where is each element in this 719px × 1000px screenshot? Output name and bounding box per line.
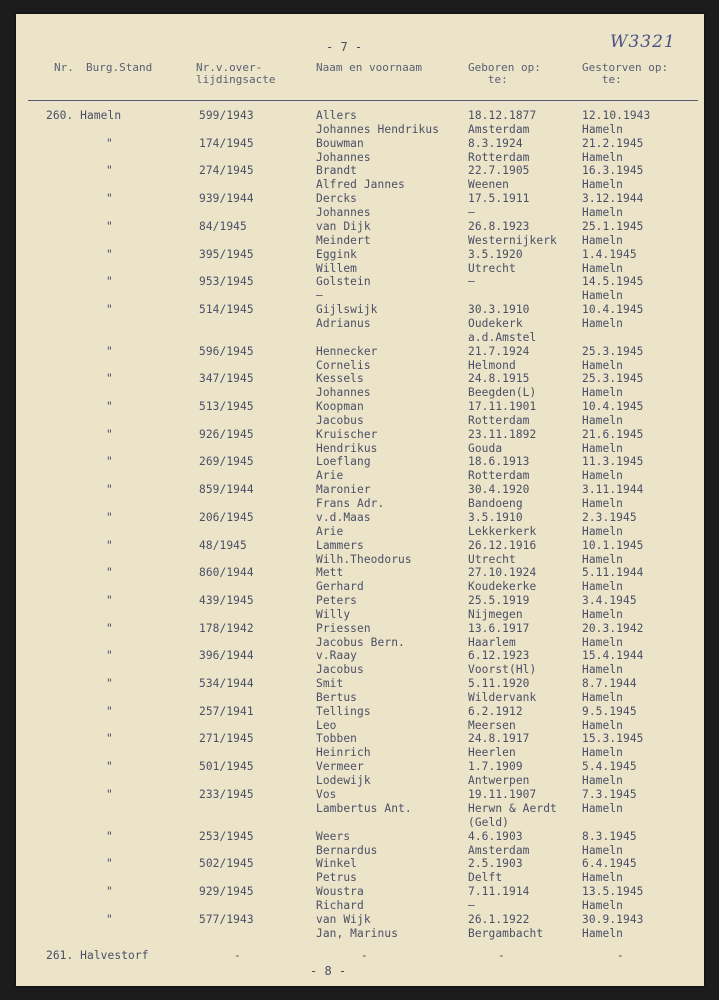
birth-place: Amsterdam <box>468 123 530 136</box>
surname: Vermeer <box>316 760 364 774</box>
given-names: Petrus <box>316 871 358 885</box>
birth-date: 26.12.1916 <box>468 538 537 552</box>
acte-number: 206/1945 <box>199 510 254 524</box>
birth-place: Beegden(L) <box>468 386 537 400</box>
ditto-mark: " <box>106 427 113 441</box>
given-names: Heinrich <box>316 746 371 760</box>
death-date: 1.4.1945 <box>582 247 637 261</box>
death-date: 3.12.1944 <box>582 192 644 206</box>
ditto-mark: " <box>106 455 113 469</box>
death-place: Hameln <box>582 123 624 136</box>
death-date: 14.5.1945 <box>582 275 644 289</box>
death-date: 10.4.1945 <box>582 400 644 413</box>
given-names: Cornelis <box>316 358 371 372</box>
death-place: Hameln <box>582 261 624 275</box>
surname: Vos <box>316 787 337 801</box>
header-burg-stand: Burg.Stand <box>86 61 153 74</box>
surname: Peters <box>316 593 358 607</box>
ditto-mark: " <box>106 164 113 178</box>
death-place: Hameln <box>582 774 624 788</box>
birth-place: Oudekerk <box>468 316 523 330</box>
death-place: Hameln <box>582 580 624 594</box>
header-rule <box>28 100 698 101</box>
acte-number: 577/1943 <box>199 912 254 926</box>
ditto-mark: " <box>106 760 113 774</box>
birth-place: Lekkerkerk <box>468 524 537 538</box>
header-gestorven: Gestorven op: te: <box>582 61 669 86</box>
acte-number: 514/1945 <box>199 302 254 316</box>
ditto-mark: " <box>106 192 113 206</box>
death-date: 21.6.1945 <box>582 427 644 441</box>
birth-date: 19.11.1907 <box>468 787 537 801</box>
ditto-mark: " <box>106 566 113 580</box>
death-place: Hameln <box>582 524 624 538</box>
ditto-mark: " <box>106 884 113 898</box>
birth-place: Meersen <box>468 718 516 732</box>
surname: Maronier <box>316 483 371 497</box>
death-place: Hameln <box>582 441 624 455</box>
birth-date: — <box>468 275 475 289</box>
acte-number: 274/1945 <box>199 164 254 178</box>
acte-number: 859/1944 <box>199 483 254 497</box>
acte-number: 395/1945 <box>199 247 254 261</box>
birth-place: Utrecht <box>468 261 516 275</box>
given-names: Johannes <box>316 206 371 220</box>
death-date: 11.3.1945 <box>582 455 644 469</box>
birth-place: Rotterdam <box>468 150 530 164</box>
acte-number: 347/1945 <box>199 372 254 386</box>
birth-place: Nijmegen <box>468 607 523 621</box>
death-date: 3.11.1944 <box>582 483 644 497</box>
death-date: 2.3.1945 <box>582 510 637 524</box>
surname: Lammers <box>316 538 364 552</box>
death-place: Hameln <box>582 691 624 704</box>
acte-number: 929/1945 <box>199 884 254 898</box>
death-date: 21.2.1945 <box>582 136 644 150</box>
birth-place: Delft <box>468 871 503 885</box>
surname: Weers <box>316 829 351 843</box>
surname: v.d.Maas <box>316 510 371 524</box>
death-place: Hameln <box>582 718 624 732</box>
birth-place: Utrecht <box>468 552 516 566</box>
death-place: Hameln <box>582 926 624 940</box>
surname: Bouwman <box>316 136 364 150</box>
ditto-mark: " <box>106 704 113 718</box>
death-place: Hameln <box>582 316 624 330</box>
death-place: Hameln <box>582 663 624 677</box>
surname: Golstein <box>316 275 371 289</box>
given-names: Jacobus Bern. <box>316 635 405 649</box>
given-names: Adrianus <box>316 316 371 330</box>
died-dash: - <box>617 949 624 962</box>
birth-date: 26.1.1922 <box>468 912 530 926</box>
acte-number: 513/1945 <box>199 400 254 413</box>
ditto-mark: " <box>106 538 113 552</box>
given-names: Jan, Marinus <box>316 926 399 940</box>
given-names: Hendrikus <box>316 441 378 455</box>
given-names: Arie <box>316 524 344 538</box>
acte-number: 439/1945 <box>199 593 254 607</box>
birth-place: Voorst(Hl) <box>468 663 537 677</box>
surname: van Wijk <box>316 912 371 926</box>
birth-place: Haarlem <box>468 635 516 649</box>
birth-date: 24.8.1915 <box>468 372 530 386</box>
header-geboren: Geboren op: te: <box>468 61 541 86</box>
death-place: Hameln <box>582 497 624 511</box>
birth-date: 8.3.1924 <box>468 136 523 150</box>
death-date: 13.5.1945 <box>582 884 644 898</box>
death-place: Hameln <box>582 178 624 192</box>
death-place: Hameln <box>582 746 624 760</box>
birth-place: Rotterdam <box>468 414 530 427</box>
birth-date: 17.11.1901 <box>468 400 537 413</box>
birth-place: — <box>468 898 475 912</box>
birth-date: 7.11.1914 <box>468 884 530 898</box>
acte-number: 233/1945 <box>199 787 254 801</box>
page-number-top: - 7 - <box>326 40 363 54</box>
acte-number: 534/1944 <box>199 677 254 690</box>
ditto-mark: " <box>106 732 113 746</box>
acte-number: 84/1945 <box>199 219 247 233</box>
birth-place-extra: a.d.Amstel <box>468 330 537 344</box>
given-names: Johannes Hendrikus <box>316 123 440 136</box>
acte-number: 269/1945 <box>199 455 254 469</box>
birth-date: 1.7.1909 <box>468 760 523 774</box>
surname: Winkel <box>316 857 358 871</box>
birth-date: 5.11.1920 <box>468 677 530 690</box>
birth-place: Weenen <box>468 178 510 192</box>
birth-place: Antwerpen <box>468 774 530 788</box>
birth-place: Gouda <box>468 441 503 455</box>
ditto-mark: " <box>106 649 113 663</box>
surname: Dercks <box>316 192 358 206</box>
birth-date: 22.7.1905 <box>468 164 530 178</box>
header-nr: Nr. <box>54 61 74 74</box>
burg-stand-label: 260. Hameln <box>46 109 122 122</box>
acte-number: 48/1945 <box>199 538 247 552</box>
acte-number: 178/1942 <box>199 621 254 635</box>
ditto-mark: " <box>106 829 113 843</box>
given-names: Willy <box>316 607 351 621</box>
acte-number: 926/1945 <box>199 427 254 441</box>
given-names: Jacobus <box>316 414 364 427</box>
ditto-mark: " <box>106 302 113 316</box>
birth-place-extra: (Geld) <box>468 815 510 829</box>
acte-number: 939/1944 <box>199 192 254 206</box>
death-date: 5.11.1944 <box>582 566 644 580</box>
death-place: Hameln <box>582 871 624 885</box>
ditto-mark: " <box>106 136 113 150</box>
ditto-mark: " <box>106 483 113 497</box>
name-dash: - <box>361 949 368 962</box>
given-names: Willem <box>316 261 358 275</box>
given-names: Jacobus <box>316 663 364 677</box>
ditto-mark: " <box>106 593 113 607</box>
ditto-mark: " <box>106 677 113 690</box>
birth-date: 27.10.1924 <box>468 566 537 580</box>
ditto-mark: " <box>106 372 113 386</box>
surname: Priessen <box>316 621 371 635</box>
ditto-mark: " <box>106 912 113 926</box>
acte-number: 396/1944 <box>199 649 254 663</box>
acte-number: 596/1945 <box>199 344 254 358</box>
birth-date: 30.3.1910 <box>468 302 530 316</box>
given-names: Gerhard <box>316 580 364 594</box>
surname: Allers <box>316 109 358 122</box>
death-date: 7.3.1945 <box>582 787 637 801</box>
ditto-mark: " <box>106 787 113 801</box>
death-place: Hameln <box>582 801 624 815</box>
death-place: Hameln <box>582 233 624 247</box>
birth-place: Wildervank <box>468 691 537 704</box>
given-names: Johannes <box>316 386 371 400</box>
birth-date: 18.12.1877 <box>468 109 537 122</box>
surname: Kruischer <box>316 427 378 441</box>
surname: Eggink <box>316 247 358 261</box>
birth-date: 23.11.1892 <box>468 427 537 441</box>
death-place: Hameln <box>582 414 624 427</box>
surname: Koopman <box>316 400 364 413</box>
death-place: Hameln <box>582 898 624 912</box>
given-names: Leo <box>316 718 337 732</box>
birth-place: Rotterdam <box>468 469 530 483</box>
death-date: 25.1.1945 <box>582 219 644 233</box>
ditto-mark: " <box>106 510 113 524</box>
birth-date: 25.5.1919 <box>468 593 530 607</box>
ditto-mark: " <box>106 275 113 289</box>
surname: Kessels <box>316 372 364 386</box>
given-names: Alfred Jannes <box>316 178 405 192</box>
death-date: 10.4.1945 <box>582 302 644 316</box>
death-date: 3.4.1945 <box>582 593 637 607</box>
surname: Hennecker <box>316 344 378 358</box>
given-names: Richard <box>316 898 364 912</box>
death-place: Hameln <box>582 206 624 220</box>
birth-date: 3.5.1920 <box>468 247 523 261</box>
handwritten-note: W3321 <box>610 32 676 52</box>
surname: Tobben <box>316 732 358 746</box>
page-number-bottom: - 8 - <box>310 964 347 978</box>
acte-number: 953/1945 <box>199 275 254 289</box>
surname: Tellings <box>316 704 371 718</box>
birth-date: 17.5.1911 <box>468 192 530 206</box>
death-date: 8.3.1945 <box>582 829 637 843</box>
surname: Gijlswijk <box>316 302 378 316</box>
ditto-mark: " <box>106 400 113 413</box>
acte-number: 599/1943 <box>199 109 254 122</box>
death-place: Hameln <box>582 469 624 483</box>
death-place: Hameln <box>582 552 624 566</box>
death-date: 12.10.1943 <box>582 109 651 122</box>
ditto-mark: " <box>106 219 113 233</box>
acte-number: 502/1945 <box>199 857 254 871</box>
death-date: 9.5.1945 <box>582 704 637 718</box>
birth-place: Heerlen <box>468 746 516 760</box>
given-names: — <box>316 289 323 303</box>
birth-place: Herwn & Aerdt <box>468 801 557 815</box>
acte-number: 174/1945 <box>199 136 254 150</box>
ditto-mark: " <box>106 344 113 358</box>
born-dash: - <box>498 949 505 962</box>
birth-place: Bergambacht <box>468 926 544 940</box>
birth-date: 21.7.1924 <box>468 344 530 358</box>
birth-place: Westernijkerk <box>468 233 557 247</box>
birth-date: 2.5.1903 <box>468 857 523 871</box>
surname: Loeflang <box>316 455 371 469</box>
death-place: Hameln <box>582 358 624 372</box>
death-date: 16.3.1945 <box>582 164 644 178</box>
given-names: Bertus <box>316 691 358 704</box>
birth-date: 18.6.1913 <box>468 455 530 469</box>
birth-place: — <box>468 206 475 220</box>
death-place: Hameln <box>582 289 624 303</box>
death-place: Hameln <box>582 386 624 400</box>
document-page <box>16 14 704 986</box>
birth-date: 6.12.1923 <box>468 649 530 663</box>
death-place: Hameln <box>582 607 624 621</box>
death-date: 5.4.1945 <box>582 760 637 774</box>
surname: van Dijk <box>316 219 371 233</box>
death-date: 30.9.1943 <box>582 912 644 926</box>
birth-date: 24.8.1917 <box>468 732 530 746</box>
birth-date: 4.6.1903 <box>468 829 523 843</box>
acte-number: 860/1944 <box>199 566 254 580</box>
birth-date: 6.2.1912 <box>468 704 523 718</box>
death-date: 20.3.1942 <box>582 621 644 635</box>
death-date: 6.4.1945 <box>582 857 637 871</box>
surname: Mett <box>316 566 344 580</box>
death-place: Hameln <box>582 843 624 857</box>
acte-dash: - <box>234 949 241 962</box>
birth-date: 26.8.1923 <box>468 219 530 233</box>
death-date: 8.7.1944 <box>582 677 637 690</box>
ditto-mark: " <box>106 247 113 261</box>
death-place: Hameln <box>582 635 624 649</box>
death-date: 25.3.1945 <box>582 344 644 358</box>
acte-number: 271/1945 <box>199 732 254 746</box>
birth-date: 3.5.1910 <box>468 510 523 524</box>
given-names: Lodewijk <box>316 774 371 788</box>
death-date: 15.4.1944 <box>582 649 644 663</box>
given-names: Johannes <box>316 150 371 164</box>
surname: Smit <box>316 677 344 690</box>
birth-date: 30.4.1920 <box>468 483 530 497</box>
burg-stand-label-next: 261. Halvestorf <box>46 949 149 962</box>
death-place: Hameln <box>582 150 624 164</box>
acte-number: 501/1945 <box>199 760 254 774</box>
surname: Brandt <box>316 164 358 178</box>
given-names: Wilh.Theodorus <box>316 552 412 566</box>
death-date: 10.1.1945 <box>582 538 644 552</box>
birth-place: Koudekerke <box>468 580 537 594</box>
birth-place: Amsterdam <box>468 843 530 857</box>
header-nr-akte: Nr.v.over- lijdingsacte <box>196 61 276 86</box>
death-date: 25.3.1945 <box>582 372 644 386</box>
given-names: Bernardus <box>316 843 378 857</box>
ditto-mark: " <box>106 621 113 635</box>
birth-place: Bandoeng <box>468 497 523 511</box>
given-names: Meindert <box>316 233 371 247</box>
birth-place: Helmond <box>468 358 516 372</box>
header-naam: Naam en voornaam <box>316 61 422 74</box>
given-names: Arie <box>316 469 344 483</box>
birth-date: 13.6.1917 <box>468 621 530 635</box>
acte-number: 257/1941 <box>199 704 254 718</box>
death-date: 15.3.1945 <box>582 732 644 746</box>
given-names: Lambertus Ant. <box>316 801 412 815</box>
ditto-mark: " <box>106 857 113 871</box>
given-names: Frans Adr. <box>316 497 385 511</box>
surname: Woustra <box>316 884 364 898</box>
acte-number: 253/1945 <box>199 829 254 843</box>
surname: v.Raay <box>316 649 358 663</box>
